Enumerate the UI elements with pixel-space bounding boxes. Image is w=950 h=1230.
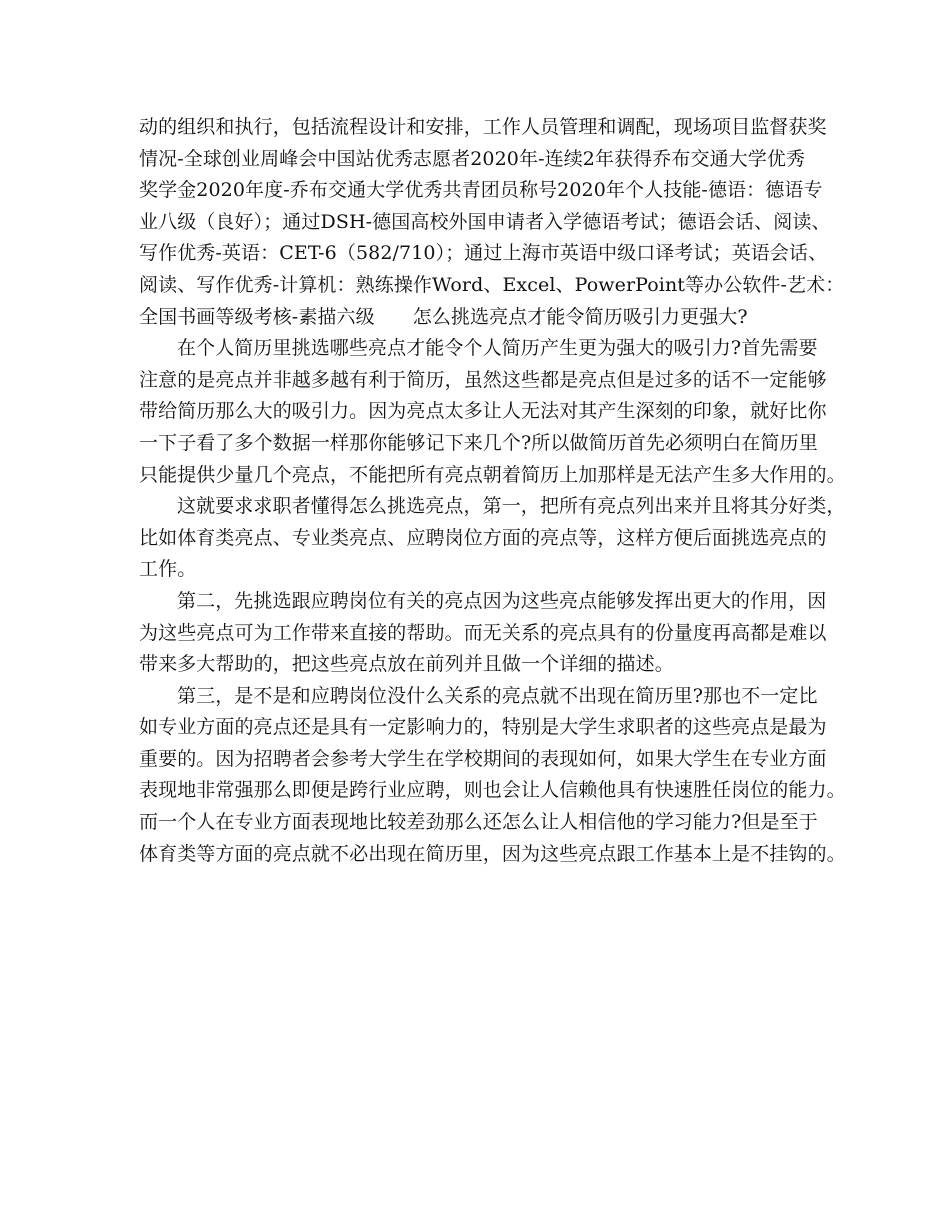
text-line-with-heading [139, 302, 819, 334]
text-line: 注意的是亮点并非越多越有利于简历，虽然这些都是亮点但是过多的话不一定能够 [139, 368, 827, 391]
section-heading: 怎么挑选亮点才能令简历吸引力更强大? [412, 305, 748, 328]
text-line: 带给简历那么大的吸引力。因为亮点太多让人无法对其产生深刻的印象，就好比你 [139, 400, 827, 423]
text-line: 动的组织和执行，包括流程设计和安排，工作人员管理和调配，现场项目监督获奖 [139, 116, 827, 138]
text-line: 而一个人在专业方面表现地比较差劲那么还怎么让人相信他的学习能力?但是至于 [139, 811, 818, 834]
text-line: 比如体育类亮点、专业类亮点、应聘岗位方面的亮点等，这样方便后面挑选亮点的 [139, 526, 827, 549]
text-line: 如专业方面的亮点还是具有一定影响力的，特别是大学生求职者的这些亮点是最为 [139, 716, 827, 739]
text-line: 阅读、写作优秀-计算机：熟练操作Word、Excel、PowerPoint等办公软件-艺术： [139, 273, 845, 296]
text-line: 奖学金2020年度-乔布交通大学优秀共青团员称号2020年个人技能-德语：德语专 [139, 179, 823, 202]
paragraph-first-line: 第二，先挑选跟应聘岗位有关的亮点因为这些亮点能够发挥出更大的作用，因 [177, 589, 827, 612]
text-line: 业八级（良好）；通过DSH-德国高校外国申请者入学德语考试；德语会话、阅读、 [139, 210, 831, 233]
text-line: 工作。 [139, 558, 197, 581]
paragraph-first-line: 第三，是不是和应聘岗位没什么关系的亮点就不出现在简历里?那也不一定比 [177, 684, 818, 707]
text-line: 为这些亮点可为工作带来直接的帮助。而无关系的亮点具有的份量度再高都是难以 [139, 621, 827, 644]
text-line: 写作优秀-英语：CET-6（582/710）；通过上海市英语中级口译考试；英语会话、 [139, 242, 828, 265]
skill-text: 全国书画等级考核-素描六级 [139, 305, 375, 328]
paragraph-first-line: 这就要求求职者懂得怎么挑选亮点，第一，把所有亮点列出来并且将其分好类， [177, 495, 846, 518]
text-line: 一下子看了多个数据一样那你能够记下来几个?所以做简历首先必须明白在简历里 [139, 431, 818, 454]
text-line: 只能提供少量几个亮点，不能把所有亮点朝着简历上加那样是无法产生多大作用的。 [139, 463, 846, 486]
paragraph-first-line: 在个人简历里挑选哪些亮点才能令个人简历产生更为强大的吸引力?首先需要 [177, 337, 818, 360]
text-line: 重要的。因为招聘者会参考大学生在学校期间的表现如何，如果大学生在专业方面 [139, 747, 827, 770]
text-line: 情况-全球创业周峰会中国站优秀志愿者2020年-连续2年获得乔布交通大学优秀 [139, 147, 806, 170]
text-line: 带来多大帮助的，把这些亮点放在前列并且做一个详细的描述。 [139, 653, 674, 676]
text-line: 表现地非常强那么即便是跨行业应聘，则也会让人信赖他具有快速胜任岗位的能力。 [139, 779, 846, 802]
text-line: 体育类等方面的亮点就不必出现在简历里，因为这些亮点跟工作基本上是不挂钩的。 [139, 842, 846, 865]
document-body [139, 112, 846, 870]
